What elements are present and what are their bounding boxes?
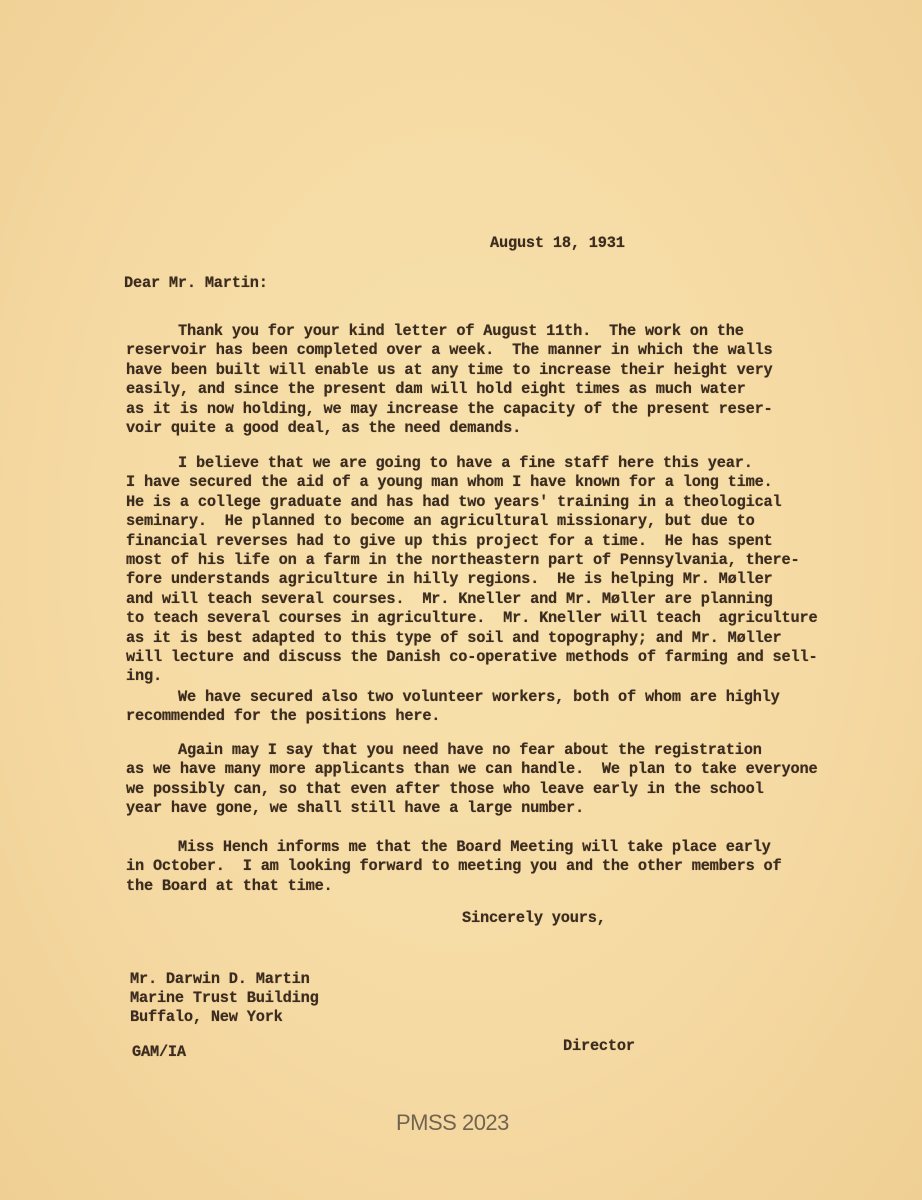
paragraph-line: I have secured the aid of a young man whom I have known for a long time. <box>126 473 773 492</box>
signature-title: Director <box>563 1037 635 1055</box>
paragraph-line: voir quite a good deal, as the need demands. <box>126 419 522 437</box>
salutation: Dear Mr. Martin: <box>124 274 268 292</box>
initials: GAM/IA <box>132 1043 186 1061</box>
paragraph-line: in October. I am looking forward to meeting you and the other members of <box>126 857 782 876</box>
paragraph-line: to teach several courses in agriculture. Mr. Kneller will teach agriculture <box>126 609 818 628</box>
paragraph-line: as it is best adapted to this type of soil and topography; and Mr. Møller <box>126 628 782 647</box>
paragraph-line: financial reverses had to give up this project for a time. He has spent <box>126 531 773 550</box>
paragraph-line: most of his life on a farm in the northeastern part of Pennsylvania, there- <box>126 551 800 569</box>
paragraph-line: I believe that we are going to have a fine staff here this year. <box>178 454 753 472</box>
address-line: Mr. Darwin D. Martin <box>130 970 310 988</box>
paragraph-line: He is a college graduate and has had two years' training in a theological <box>126 492 782 511</box>
paragraph-line: as we have many more applicants than we can handle. We plan to take everyone <box>126 760 818 779</box>
paragraph-line: will lecture and discuss the Danish co-operative methods of farming and sell- <box>126 648 818 666</box>
paragraph-line: ing. <box>126 667 162 686</box>
paragraph-line: have been built will enable us at any time to increase their height very <box>126 360 773 379</box>
paragraph-line: easily, and since the present dam will hold eight times as much water <box>126 380 746 399</box>
paragraph-line: We have secured also two volunteer workers, both of whom are highly <box>178 688 780 706</box>
address-line: Buffalo, New York <box>130 1008 283 1026</box>
paragraph-line: seminary. He planned to become an agricultural missionary, but due to <box>126 512 755 531</box>
paragraph-line: Miss Hench informs me that the Board Meeting will take place early <box>178 838 771 856</box>
paragraph-line: we possibly can, so that even after those who leave early in the school <box>126 779 764 798</box>
paragraph-line: fore understands agriculture in hilly regions. He is helping Mr. Møller <box>126 570 773 589</box>
watermark: PMSS 2023 <box>396 1110 509 1135</box>
closing: Sincerely yours, <box>462 909 606 927</box>
paragraph-line: and will teach several courses. Mr. Kneller and Mr. Møller are planning <box>126 589 773 608</box>
paragraph-line: year have gone, we shall still have a large number. <box>126 799 584 818</box>
paragraph-line: recommended for the positions here. <box>126 707 441 726</box>
paragraph-line: Again may I say that you need have no fear about the registration <box>178 741 762 759</box>
paragraph-line: the Board at that time. <box>126 876 333 895</box>
address-line: Marine Trust Building <box>130 989 319 1007</box>
paragraph-line: Thank you for your kind letter of August 11th. The work on the <box>178 322 744 340</box>
paragraph-line: reservoir has been completed over a week. The manner in which the walls <box>126 341 773 360</box>
paragraph-line: as it is now holding, we may increase the capacity of the present reser- <box>126 399 773 418</box>
letter-date: August 18, 1931 <box>490 234 625 252</box>
